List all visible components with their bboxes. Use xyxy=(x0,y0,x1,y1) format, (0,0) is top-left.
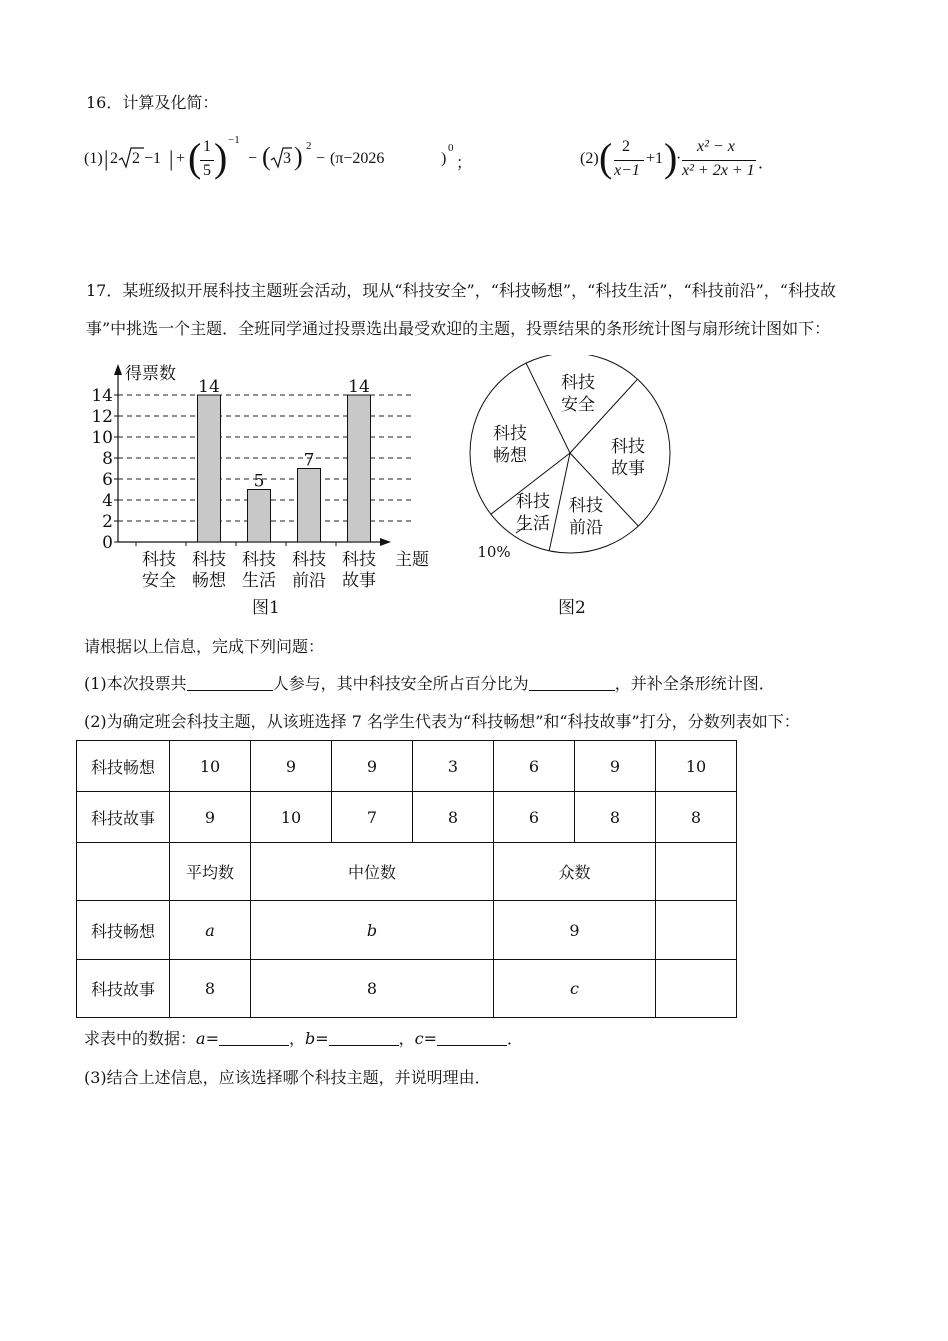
q17-part1 xyxy=(84,673,775,695)
answer-blank-a[interactable] xyxy=(219,1029,289,1046)
score-cell: 9 xyxy=(332,741,413,792)
paren-right-2: ) xyxy=(294,142,303,171)
score-cell: 8 xyxy=(656,792,737,843)
score-cell: 6 xyxy=(494,792,575,843)
part1-text-b: 人参与，其中科技安全所占百分比为 xyxy=(272,674,529,693)
frac1-bar xyxy=(614,160,644,161)
frac-den: 5 xyxy=(203,162,211,179)
answer-blank-b[interactable] xyxy=(329,1029,399,1046)
empty-cell xyxy=(656,843,737,901)
semicolon: ； xyxy=(456,155,473,172)
x-tick-label: 前沿 xyxy=(292,571,326,591)
pi-close-paren: ) xyxy=(441,150,447,167)
bar-value-label: 5 xyxy=(253,471,265,492)
q16-part2-expression xyxy=(580,136,780,186)
equals: = xyxy=(423,1029,438,1048)
y-tick-label: 0 xyxy=(102,533,113,553)
pie-label-life-1: 科技 xyxy=(516,492,550,512)
x-tick-label: 科技 xyxy=(192,550,226,570)
exponent-neg-one: −1 xyxy=(228,134,240,146)
x-tick-label: 安全 xyxy=(142,571,176,591)
bar-value-label: 7 xyxy=(303,450,315,471)
mode-cell: c xyxy=(494,960,656,1018)
pi-term: (π−2026 xyxy=(330,150,385,167)
q16-title: 16．计算及化简： xyxy=(86,93,219,112)
paren-left: ( xyxy=(188,135,202,180)
pie-label-life-2: 生活 xyxy=(516,514,550,534)
score-cell: 3 xyxy=(413,741,494,792)
plus-sign: + xyxy=(176,150,186,167)
frac1-num: 2 xyxy=(622,138,630,155)
pie-label-safety-2: 安全 xyxy=(561,395,595,415)
abs-bar-left: | xyxy=(104,146,109,171)
score-cell: 8 xyxy=(413,792,494,843)
paren-left-2: ( xyxy=(262,142,271,171)
pie-label-frontier-1: 科技 xyxy=(569,496,603,516)
stats-header-row xyxy=(77,843,737,901)
bar xyxy=(348,395,371,542)
exponent-two: 2 xyxy=(306,140,312,152)
x-tick-label: 科技 xyxy=(292,550,326,570)
x-tick-label: 科技 xyxy=(342,550,376,570)
mean-cell: a xyxy=(170,901,251,960)
x-axis-label: 主题 xyxy=(395,550,429,570)
part1-text-c: ，并补全条形统计图． xyxy=(614,674,775,693)
radicand-1: 2 xyxy=(132,150,140,167)
q17-find-values xyxy=(84,1028,523,1050)
separator: ， xyxy=(288,1029,305,1048)
bar-value-label: 14 xyxy=(348,377,370,397)
score-table xyxy=(76,740,737,1018)
find-end: ． xyxy=(507,1029,524,1048)
pie-divider-frontier-life xyxy=(549,453,570,551)
empty-cell xyxy=(656,901,737,960)
x-axis-arrow xyxy=(380,538,391,546)
pie-label-frontier-2: 前沿 xyxy=(569,518,603,538)
var-a: a xyxy=(196,1029,206,1048)
score-cell: 7 xyxy=(332,792,413,843)
score-cell: 10 xyxy=(656,741,737,792)
frac2-num: x² − x xyxy=(697,138,735,155)
fig1-caption: 图1 xyxy=(252,598,280,618)
fig2-caption: 图2 xyxy=(558,598,586,618)
frac1-den: x−1 xyxy=(614,162,640,179)
score-cell: 8 xyxy=(575,792,656,843)
pie-label-dream-1: 科技 xyxy=(493,424,527,444)
q17-part2: (2)为确定班会科技主题，从该班选择 7 名学生代表为“科技畅想”和“科技故事”打分，分数列表如下： xyxy=(84,712,800,731)
q17-part3: (3)结合上述信息，应该选择哪个科技主题，并说明理由． xyxy=(84,1068,491,1087)
pie-label-story-1: 科技 xyxy=(611,437,645,457)
y-tick-label: 8 xyxy=(102,449,113,469)
find-prefix: 求表中的数据： xyxy=(84,1029,197,1048)
q16-part1-expression xyxy=(84,136,484,186)
pie-label-safety-1: 科技 xyxy=(561,373,595,393)
mode-cell: 9 xyxy=(494,901,656,960)
table-row xyxy=(77,741,737,792)
minus-one: −1 xyxy=(144,150,162,167)
table-row xyxy=(77,792,737,843)
y-tick-label: 4 xyxy=(102,491,113,511)
y-tick-label: 12 xyxy=(91,407,113,427)
equals: = xyxy=(205,1029,219,1048)
pie-chart xyxy=(460,355,690,570)
score-cell: 10 xyxy=(170,741,251,792)
paren-right: ) xyxy=(214,135,228,180)
part1-text-a: (1)本次投票共 xyxy=(84,674,187,693)
q16-part1-label: (1) xyxy=(84,150,103,167)
y-tick-label: 10 xyxy=(91,428,113,448)
var-b: b xyxy=(304,1029,316,1048)
bar xyxy=(248,490,271,543)
q17-intro-line1: 17．某班级拟开展科技主题班会活动，现从“科技安全”，“科技畅想”，“科技生活”，“科技前沿”，“科技故 xyxy=(86,281,836,300)
q16-part2-label: (2) xyxy=(580,150,599,167)
y-axis-arrow xyxy=(114,364,122,375)
score-cell: 10 xyxy=(251,792,332,843)
bar-value-label: 14 xyxy=(198,377,220,397)
minus-sign: − xyxy=(248,150,258,167)
bar-chart xyxy=(80,355,460,595)
plus-one: +1 xyxy=(646,150,664,167)
dot-times: · xyxy=(676,150,682,167)
x-tick-label: 科技 xyxy=(242,550,276,570)
row-label: 科技故事 xyxy=(77,960,170,1018)
pie-label-story-2: 故事 xyxy=(611,459,645,479)
paren-right: ) xyxy=(664,135,678,180)
empty-cell xyxy=(77,843,170,901)
answer-blank-total[interactable] xyxy=(187,674,273,691)
x-tick-label: 故事 xyxy=(342,571,376,591)
equals: = xyxy=(315,1029,329,1048)
coef: 2 xyxy=(110,150,118,167)
period: ． xyxy=(758,155,775,172)
y-tick-label: 14 xyxy=(91,386,113,406)
var-c: c xyxy=(414,1029,424,1048)
bar xyxy=(298,469,321,543)
pie-annotation-percent: 10% xyxy=(477,543,511,561)
frac2-den: x² + 2x + 1 xyxy=(682,162,755,179)
row-label: 科技畅想 xyxy=(77,901,170,960)
header-mode: 众数 xyxy=(494,843,656,901)
score-cell: 6 xyxy=(494,741,575,792)
row-label: 科技故事 xyxy=(77,792,170,843)
median-cell: 8 xyxy=(251,960,494,1018)
bar xyxy=(198,395,221,542)
stats-row xyxy=(77,960,737,1018)
empty-cell xyxy=(656,960,737,1018)
abs-bar-right: | xyxy=(169,146,174,171)
y-tick-label: 6 xyxy=(102,470,113,490)
frac2-bar xyxy=(682,160,756,161)
frac-bar xyxy=(200,160,214,161)
sqrt-sign-1 xyxy=(118,146,144,170)
q17-prompt: 请根据以上信息，完成下列问题： xyxy=(84,637,325,656)
answer-blank-percent[interactable] xyxy=(529,674,615,691)
x-tick-label: 科技 xyxy=(142,550,176,570)
score-cell: 9 xyxy=(251,741,332,792)
mean-cell: 8 xyxy=(170,960,251,1018)
header-median: 中位数 xyxy=(251,843,494,901)
pie-label-dream-2: 畅想 xyxy=(493,446,527,466)
minus-sign-2: − xyxy=(316,150,326,167)
separator: ， xyxy=(398,1029,415,1048)
x-tick-label: 生活 xyxy=(242,571,276,591)
stats-row xyxy=(77,901,737,960)
row-label: 科技畅想 xyxy=(77,741,170,792)
header-mean: 平均数 xyxy=(170,843,251,901)
x-tick-label: 畅想 xyxy=(192,571,226,591)
frac-num: 1 xyxy=(203,138,211,155)
score-cell: 9 xyxy=(170,792,251,843)
answer-blank-c[interactable] xyxy=(437,1029,507,1046)
y-tick-label: 2 xyxy=(102,512,113,532)
score-cell: 9 xyxy=(575,741,656,792)
q17-intro-line2: 事”中挑选一个主题．全班同学通过投票选出最受欢迎的主题，投票结果的条形统计图与扇形统计图如下： xyxy=(86,319,831,338)
exponent-zero: 0 xyxy=(448,142,454,154)
paren-left: ( xyxy=(599,135,613,180)
radicand-2: 3 xyxy=(283,150,291,167)
y-axis-label: 得票数 xyxy=(125,364,176,384)
median-cell: b xyxy=(251,901,494,960)
